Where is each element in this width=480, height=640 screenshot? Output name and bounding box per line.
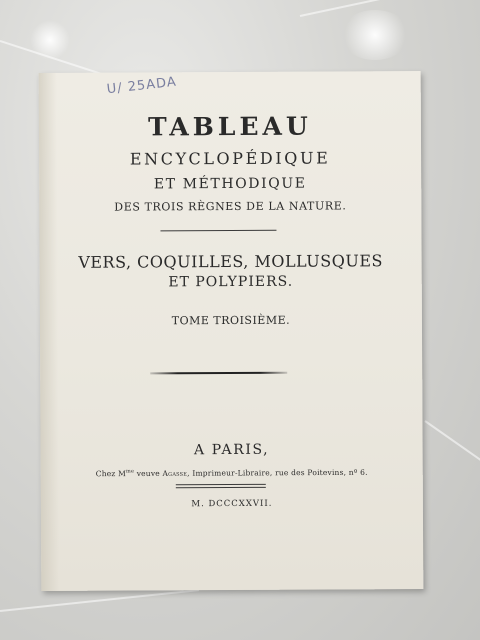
ornamental-rule	[150, 372, 287, 375]
double-rule-top	[176, 484, 266, 485]
marble-vein	[0, 589, 199, 612]
divider-rule	[160, 230, 276, 232]
title-line-methodique: ET MÉTHODIQUE	[153, 175, 307, 193]
publisher-name: Agasse	[162, 468, 188, 478]
volume-label: TOME TROISIÈME.	[171, 313, 291, 328]
handwritten-shelfmark: U/ 25ADA	[106, 74, 178, 98]
publisher-superscript: me	[126, 468, 135, 475]
publisher-widow: veuve	[134, 468, 163, 479]
imprint-publisher	[41, 467, 423, 479]
light-glare	[340, 10, 410, 60]
publisher-prefix: Chez M	[95, 469, 127, 479]
section-title: VERS, COQUILLES, MOLLUSQUES	[78, 251, 384, 272]
title-page	[39, 71, 424, 591]
book-title: TABLEAU	[148, 111, 312, 142]
title-line-encyclopedique: ENCYCLOPÉDIQUE	[129, 148, 331, 169]
publisher-address: , Imprimeur-Libraire, rue des Poitevins, nº 6.	[187, 467, 368, 478]
marble-vein	[424, 420, 480, 462]
imprint-date: M. DCCCXXVII.	[191, 498, 273, 510]
double-rule-bottom	[176, 487, 266, 488]
imprint-place: A PARIS,	[193, 441, 270, 459]
title-line-regnes: DES TROIS RÈGNES DE LA NATURE.	[114, 199, 347, 214]
section-subtitle: ET POLYPIERS.	[168, 273, 294, 291]
